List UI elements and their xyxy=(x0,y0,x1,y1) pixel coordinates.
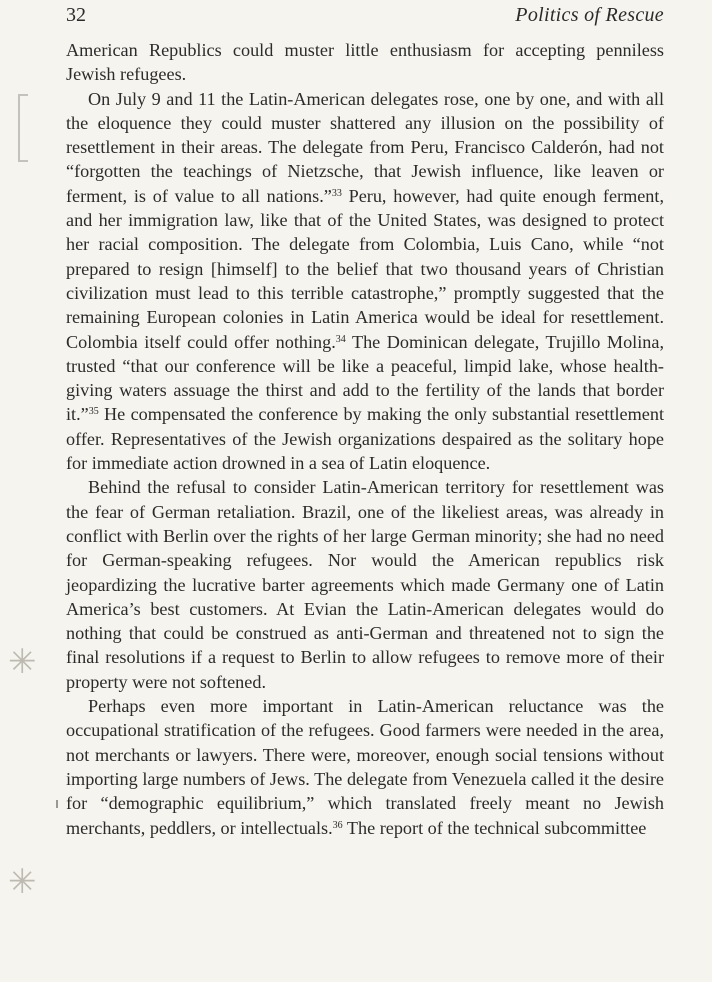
body-text xyxy=(66,38,664,840)
paragraph-text: Behind the refusal to consider Latin-American territory for resettlement was the fear of German retaliation. Brazil, one of the likeliest areas, was already in conflict with Berlin over the rights of her large German minority; she had no need for German-speaking refugees. Nor would the American republics risk jeopardizing the lucrative barter agreements which made Germany one of Latin America’s best customers. At Evian the Latin-American delegates would do nothing that could be construed as anti-German and threatened not to sign the final resolutions if a request to Berlin to allow refugees to remove more of their property were not softened. xyxy=(66,477,664,692)
footnote-ref: 34 xyxy=(335,333,346,345)
paragraph xyxy=(66,38,664,87)
footnote-ref: 35 xyxy=(88,406,99,418)
paragraph-text: Perhaps even more important in Latin-American reluctance was the occupational stratification of the refugees. Good farmers were needed in the area, not merchants or lawyers. There were, moreover, enough social tensions without importing large numbers of Jews. The delegate from Venezuela called it the desire for “demographic equilibrium,” which translated freely meant no Jewish merchants, peddlers, or intellectuals. xyxy=(66,696,664,838)
footnote-ref: 33 xyxy=(331,187,342,199)
paragraph-text: The report of the technical subcommittee xyxy=(342,817,647,838)
margin-asterisk-mark: ✳ xyxy=(8,644,37,681)
margin-bracket-mark xyxy=(18,94,28,162)
paragraph-text: Peru, however, had quite enough ferment, and her immigration law, like that of the United States, was designed to protect her racial composition. The delegate from Colombia, Luis Cano, while “not prepared to resign [himself] to the belief that two thousand years of Christian civilization must lead to this terrible catastrophe,” promptly suggested that the remaining European colonies in Latin America would be ideal for resettlement. Colombia itself could offer nothing. xyxy=(66,185,664,352)
footnote-ref: 36 xyxy=(332,819,343,831)
margin-asterisk-mark: ✳ xyxy=(8,864,37,901)
paragraph-text: The Dominican delegate, Trujillo Molina, trusted “that our conference will be like a peaceful, limpid lake, whose health-giving waters assuage the thirst and add to the fertility of the lands that border it.” xyxy=(66,331,664,425)
paragraph-text: He compensated the conference by making the only substantial resettlement offer. Representatives of the Jewish organizations despaired as the solitary hope for immediate action drowned in a sea of Latin eloquence. xyxy=(66,404,664,474)
paragraph-text: American Republics could muster little enthusiasm for accepting penniless Jewish refugees. xyxy=(66,40,664,85)
paragraph xyxy=(66,694,664,840)
paragraph xyxy=(66,475,664,694)
page-header xyxy=(66,2,664,28)
page-number: 32 xyxy=(66,4,86,26)
paragraph xyxy=(66,87,664,476)
margin-tick-mark xyxy=(56,800,58,808)
paragraph-text: On July 9 and 11 the Latin-American delegates rose, one by one, and with all the eloquence they could muster shattered any illusion on the possibility of resettlement in their areas. The delegate from Peru, Francisco Calderón, had not “forgotten the teachings of Nietzsche, that Jewish influence, like leaven or ferment, is of value to all nations.” xyxy=(66,88,664,206)
running-title: Politics of Rescue xyxy=(515,4,664,26)
